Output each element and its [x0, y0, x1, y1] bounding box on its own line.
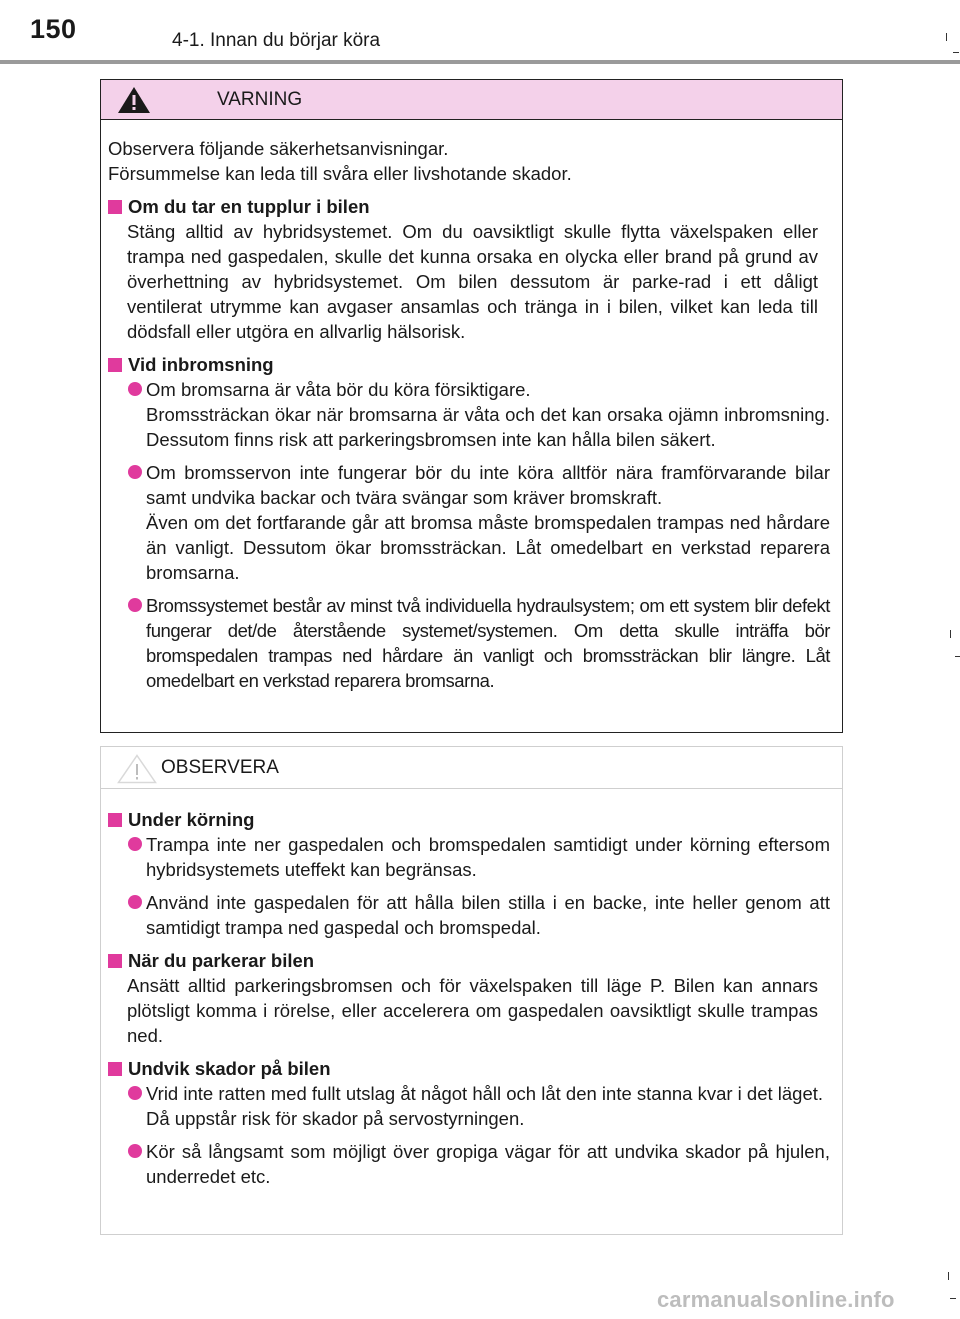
list-item-text: Om bromsarna är våta bör du köra försiktigare. Bromssträckan ökar när bromsarna är våta och det kan orsaka ojämn inbromsning. Dessutom finns risk att parkeringsbromsen inte kan hålla bilen säkert.: [146, 379, 830, 450]
notice-header: [101, 747, 842, 789]
section-heading-label: När du parkerar bilen: [128, 950, 315, 971]
section-paragraph: Stäng alltid av hybridsystemet. Om du oavsiktligt skulle flytta växelspaken eller trampa ned gaspedalen, skulle det kunna orsaka en olycka eller brand på grund av överhettning av hybridsystemet. Om bilen dessutom är parke-rad i ett dåligt ventilerat utrymme kan avgaser ansamlas och tränga in i bilen, vilket kan leda till dödsfall eller utgöra en allvarlig hälsorisk.: [127, 221, 818, 342]
list-item: [128, 1139, 830, 1189]
square-bullet-icon: [108, 1062, 122, 1076]
round-bullet-icon: [128, 598, 142, 612]
round-bullet-icon: [128, 837, 142, 851]
list-item-text: Kör så långsamt som möjligt över gropiga vägar för att undvika skador på hjulen, underredet etc.: [146, 1141, 830, 1187]
list-item-text: Trampa inte ner gaspedalen och bromspedalen samtidigt under körning eftersom hybridsystemets uteffekt kan begränsas.: [146, 834, 830, 880]
section-heading: [108, 352, 830, 377]
square-bullet-icon: [108, 813, 122, 827]
warning-body: [101, 120, 842, 693]
list-item-text: Använd inte gaspedalen för att hålla bilen stilla i en backe, inte heller genom att samtidigt trampa ned gaspedal och bromspedal.: [146, 892, 830, 938]
list-item: [128, 890, 830, 940]
section-heading-label: Undvik skador på bilen: [128, 1058, 331, 1079]
section-paragraph: Ansätt alltid parkeringsbromsen och för växelspaken till läge P. Bilen kan annars plötsligt komma i rörelse, eller accelerera om gaspedalen oavsiktligt skulle trampas ned.: [127, 975, 818, 1046]
list-item: [128, 460, 830, 585]
crop-mark: [955, 656, 960, 657]
notice-box: [100, 746, 843, 1235]
crop-mark: [946, 33, 947, 41]
notice-body: [101, 789, 842, 1189]
square-bullet-icon: [108, 358, 122, 372]
list-item-text: Om bromsservon inte fungerar bör du inte köra alltför nära framförvarande bilar samt undvika backar och tvära svängar som kräver bromskraft. Även om det fortfarande går att bromsa måste bromspedalen trampas ned hårdare än vanligt. Dessutom ökar bromssträckan. Låt omedelbart en verkstad reparera bromsarna.: [146, 462, 830, 583]
section-heading-label: Under körning: [128, 809, 255, 830]
header-rule: [0, 60, 960, 64]
list-item-text: Vrid inte ratten med fullt utslag åt något håll och låt den inte stanna kvar i det läget. Då uppstår risk för skador på servostyrningen.: [146, 1083, 824, 1129]
warning-title: VARNING: [217, 88, 303, 110]
warning-header: [101, 80, 842, 120]
watermark: carmanualsonline.info: [657, 1287, 895, 1312]
round-bullet-icon: [128, 465, 142, 479]
round-bullet-icon: [128, 1144, 142, 1158]
round-bullet-icon: [128, 1086, 142, 1100]
list-item: [128, 1081, 830, 1131]
section-heading: [108, 948, 830, 973]
caution-triangle-icon: [117, 754, 157, 790]
list-item: [128, 832, 830, 882]
round-bullet-icon: [128, 382, 142, 396]
square-bullet-icon: [108, 200, 122, 214]
page-number: 150: [30, 14, 77, 44]
notice-title: OBSERVERA: [161, 756, 279, 778]
square-bullet-icon: [108, 954, 122, 968]
section-heading-label: Vid inbromsning: [128, 354, 274, 375]
list-item-text: Bromssystemet består av minst två individuella hydraulsystem; om ett system blir defekt fungerar det/de återstående systemet/systemen. Om detta skulle inträffa bör bromspedalen trampas ned hårdare än vanligt och bromssträckan blir längre. Låt omedelbart en verkstad reparera bromsarna.: [146, 595, 830, 691]
warning-box: [100, 79, 843, 733]
section-heading: [108, 807, 830, 832]
section-heading-label: Om du tar en tupplur i bilen: [128, 196, 370, 217]
list-item: [128, 593, 830, 693]
crop-mark: [950, 630, 951, 638]
section-heading: [108, 194, 830, 219]
crop-mark: [948, 1272, 949, 1280]
warning-intro: Observera följande säkerhetsanvisningar. Försummelse kan leda till svåra eller livshotande skador.: [108, 138, 572, 184]
section-title: 4-1. Innan du börjar köra: [172, 30, 381, 51]
section-heading: [108, 1056, 830, 1081]
crop-mark: [950, 1298, 956, 1299]
round-bullet-icon: [128, 895, 142, 909]
crop-mark: [953, 52, 959, 53]
list-item: [128, 377, 830, 452]
warning-triangle-icon: [117, 86, 151, 120]
